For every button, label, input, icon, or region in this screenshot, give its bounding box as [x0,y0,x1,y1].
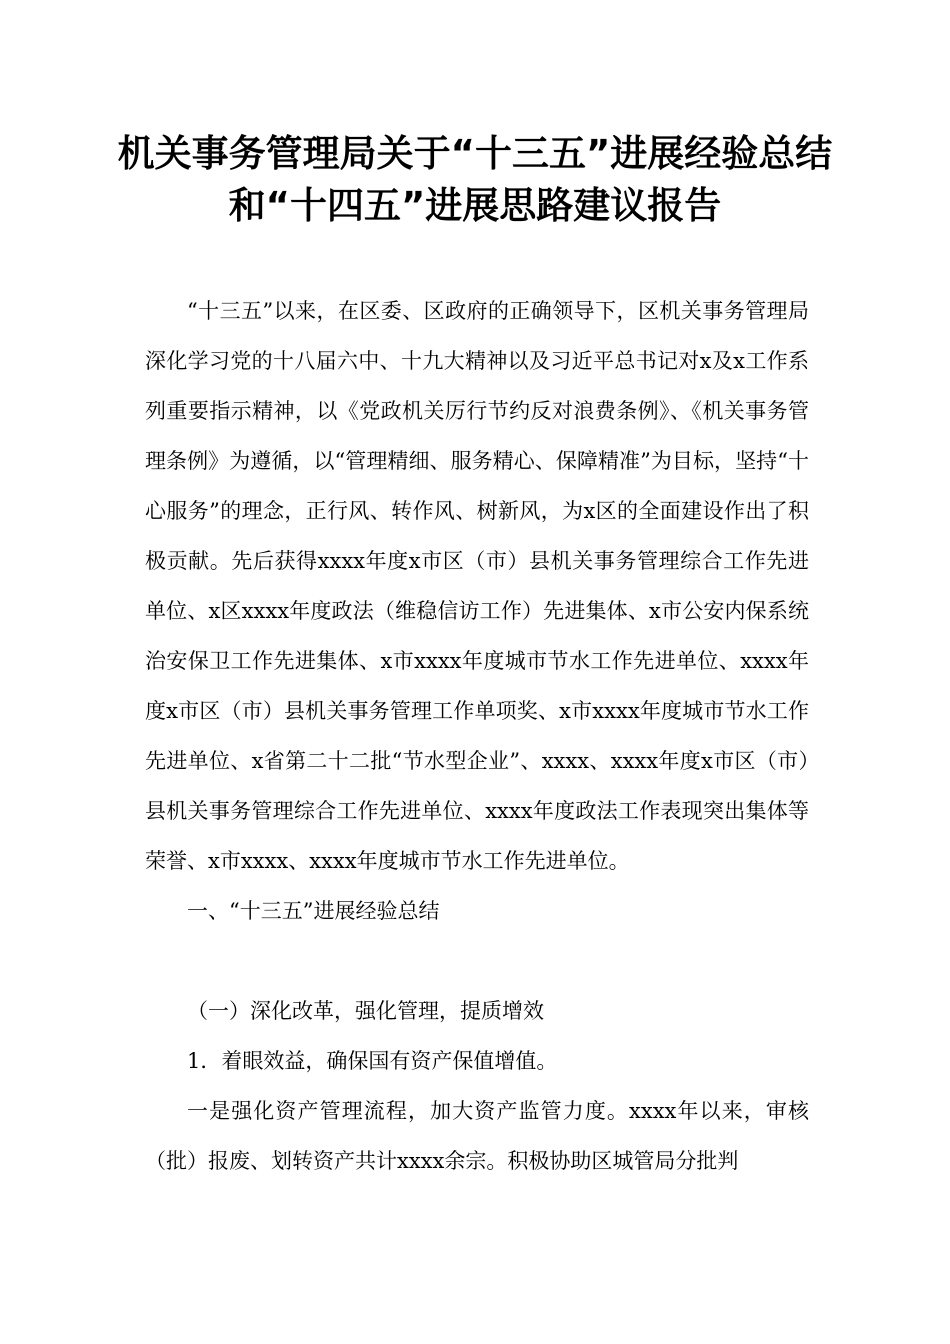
document-body [145,286,809,1186]
body-paragraph: 一是强化资产管理流程，加大资产监管力度。xxxx年以来，审核（批）报废、划转资产共计xxxx余宗。积极协助区城管局分批判 [145,1099,809,1173]
intro-paragraph: “十三五”以来，在区委、区政府的正确领导下，区机关事务管理局深化学习党的十八届六中、十九大精神以及习近平总书记对x及x工作系列重要指示精神，以《党政机关厉行节约反对浪费条例》、《机关事务管理条例》为遵循，以“管理精细、服务精心、保障精准”为目标，坚持“十心服务”的理念，正行风、转作风、树新风，为x区的全面建设作出了积极贡献。先后获得xxxx年度x市区（市）县机关事务管理综合工作先进单位、x区xxxx年度政法（维稳信访工作）先进集体、x市公安内保系统治安保卫工作先进集体、x市xxxx年度城市节水工作先进单位、xxxx年度x市区（市）县机关事务管理工作单项奖、x市xxxx年度城市节水工作先进单位、x省第二十二批“节水型企业”、xxxx、xxxx年度x市区（市）县机关事务管理综合工作先进单位、xxxx年度政法工作表现突出集体等荣誉、x市xxxx、xxxx年度城市节水工作先进单位。 [145,299,809,873]
section-heading: 一、“十三五”进展经验总结 [187,899,440,923]
document-title: 机关事务管理局关于“十三五”进展经验总结和“十四五”进展思路建议报告 [117,132,833,227]
subsection-heading: （一）深化改革，强化管理，提质增效 [187,999,544,1023]
item-heading: 1．着眼效益，确保国有资产保值增值。 [187,1049,558,1073]
